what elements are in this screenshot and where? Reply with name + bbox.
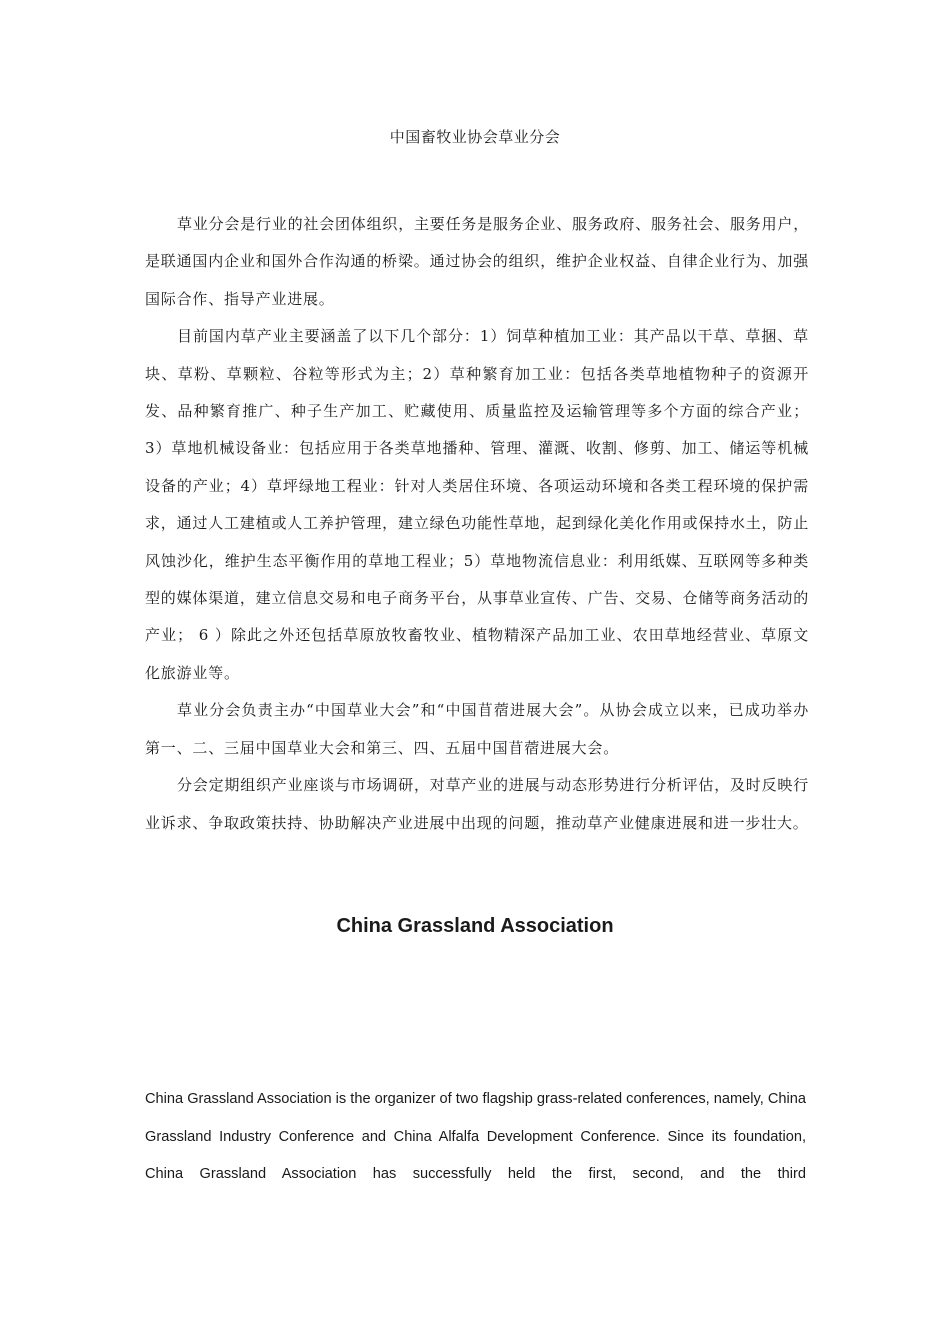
chinese-paragraph-research: 分会定期组织产业座谈与市场调研，对草产业的进展与动态形势进行分析评估，及时反映行业诉求、争取政策扶持、协助解决产业进展中出现的问题，推动草产业健康进展和进一步壮大。 [145,776,810,832]
chinese-body [145,206,809,842]
english-paragraph: China Grassland Association is the organizer of two flagship grass-related conferences, namely, China Grassland Industry Conference and China Alfalfa Development Conference. Since its foundation, China Grassland Association has successfully held the first, second, and the third [145,1091,806,1182]
english-title: China Grassland Association [336,915,614,937]
english-body [145,1081,806,1194]
chinese-title: 中国畜牧业协会草业分会 [389,128,561,146]
chinese-paragraph-sectors: 目前国内草产业主要涵盖了以下几个部分：1）饲草种植加工业：其产品以干草、草捆、草块、草粉、草颗粒、谷粒等形式为主；2）草种繁育加工业：包括各类草地植物种子的资源开发、品种繁育推广、种子生产加工、贮藏使用、质量监控及运输管理等多个方面的综合产业； 3）草地机械设备业：包括应用于各类草地播种、管理、灌溉、收割、修剪、加工、储运等机械设备的产业；4）草坪绿地工程业：针对人类居住环境、各项运动环境和各类工程环境的保护需求，通过人工建植或人工养护管理，建立绿色功能性草地，起到绿化美化作用或保持水土，防止风蚀沙化，维护生态平衡作用的草地工程业；5）草地物流信息业：利用纸媒、互联网等多种类型的媒体渠道，建立信息交易和电子商务平台，从事草业宣传、广告、交易、仓储等商务活动的产业； 6 ）除此之外还包括草原放牧畜牧业、植物精深产品加工业、农田草地经营业、草原文化旅游业等。 [145,327,809,682]
chinese-paragraph-conferences: 草业分会负责主办“中国草业大会”和“中国苜蓿进展大会”。从协会成立以来，已成功举办第一、二、三届中国草业大会和第三、四、五届中国苜蓿进展大会。 [145,701,809,757]
chinese-paragraph-mission: 草业分会是行业的社会团体组织，主要任务是服务企业、服务政府、服务社会、服务用户，是联通国内企业和国外合作沟通的桥梁。通过协会的组织，维护企业权益、自律企业行为、加强国际合作、指导产业进展。 [145,215,810,308]
